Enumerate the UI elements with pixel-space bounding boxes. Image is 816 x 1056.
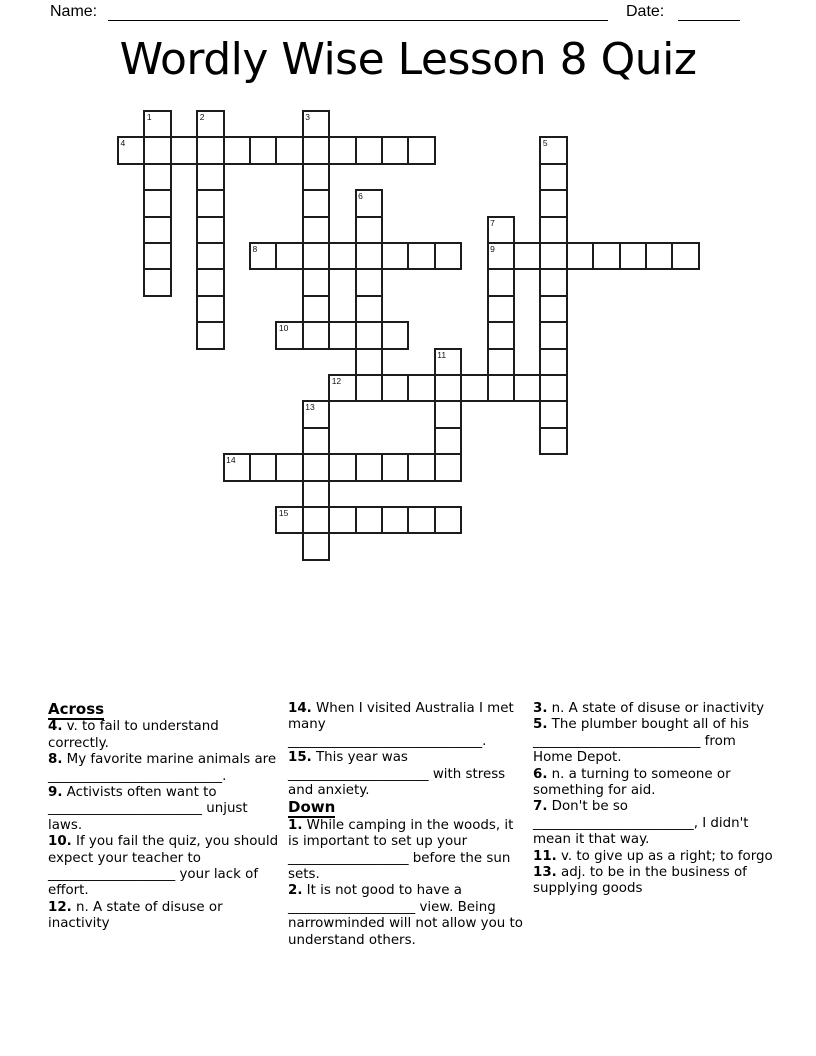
- grid-cell[interactable]: [302, 216, 330, 244]
- clue-header-text: Across: [48, 700, 105, 718]
- clue: [533, 865, 773, 898]
- clue-column: [48, 701, 280, 933]
- cell-number: 7: [490, 217, 495, 228]
- grid-cell[interactable]: [539, 321, 567, 349]
- grid-cell[interactable]: [487, 268, 515, 296]
- clue-text: n. a turning to someone or something for aid.: [533, 766, 731, 799]
- grid-cell[interactable]: [117, 136, 145, 164]
- grid-cell[interactable]: [196, 216, 224, 244]
- clue-text: v. to fail to understand correctly.: [48, 719, 219, 751]
- grid-cell[interactable]: [355, 295, 383, 323]
- grid-cell[interactable]: [539, 189, 567, 217]
- grid-cell[interactable]: [302, 268, 330, 296]
- clue: [48, 719, 280, 752]
- clue-number: 4.: [48, 719, 63, 735]
- clue-text: n. A state of disuse or inactivity: [547, 701, 765, 716]
- grid-cell[interactable]: [434, 348, 462, 376]
- grid-cell[interactable]: [143, 189, 171, 217]
- grid-cell[interactable]: [539, 136, 567, 164]
- clue-header-text: Down: [288, 798, 336, 817]
- grid-cell[interactable]: [434, 453, 462, 481]
- clue-number: 5.: [533, 717, 548, 733]
- cell-number: 15: [278, 508, 289, 518]
- grid-cell[interactable]: [328, 136, 356, 164]
- clue: [48, 900, 280, 933]
- grid-cell[interactable]: [275, 506, 303, 534]
- grid-cell[interactable]: [143, 242, 171, 270]
- grid-cell[interactable]: [407, 136, 435, 164]
- cell-number: 1: [146, 112, 152, 122]
- grid-cell[interactable]: [487, 242, 515, 270]
- grid-cell[interactable]: [566, 242, 594, 270]
- grid-cell[interactable]: [143, 110, 171, 138]
- clue-number: 2.: [288, 883, 303, 899]
- grid-cell[interactable]: [196, 295, 224, 323]
- grid-cell[interactable]: [487, 216, 515, 244]
- cell-number: 6: [358, 191, 363, 202]
- cell-number: 14: [226, 455, 236, 466]
- grid-cell[interactable]: [302, 400, 330, 428]
- clue-text: The plumber bought all of his _________________________ from Home Depot.: [533, 717, 749, 766]
- grid-cell[interactable]: [275, 453, 303, 481]
- cell-number: 12: [331, 376, 342, 386]
- grid-cell[interactable]: [249, 242, 277, 270]
- grid-cell[interactable]: [355, 189, 383, 217]
- clue-text: Don't be so ________________________, I didn't mean it that way.: [533, 799, 749, 848]
- grid-cell[interactable]: [460, 374, 488, 402]
- clue-text: This year was _____________________ with stress and anxiety.: [288, 750, 506, 799]
- grid-cell[interactable]: [355, 242, 383, 270]
- grid-cell[interactable]: [196, 189, 224, 217]
- grid-cell[interactable]: [302, 110, 330, 138]
- clue-number: 1.: [288, 817, 303, 833]
- grid-cell[interactable]: [196, 136, 224, 164]
- grid-cell[interactable]: [275, 321, 303, 349]
- grid-cell[interactable]: [355, 268, 383, 296]
- grid-cell[interactable]: [249, 136, 277, 164]
- clue-text: adj. to be in the business of supplying goods: [533, 865, 747, 897]
- cell-number: 3: [305, 112, 311, 122]
- grid-cell[interactable]: [302, 295, 330, 323]
- clue: [533, 767, 773, 800]
- clue: [288, 883, 524, 949]
- grid-cell[interactable]: [434, 374, 462, 402]
- date-label: Date:: [626, 3, 665, 20]
- clue-number: 11.: [533, 848, 557, 864]
- grid-cell[interactable]: [487, 374, 515, 402]
- clue-text: Activists often want to _______________________ unjust laws.: [48, 785, 248, 833]
- clue: [533, 849, 773, 865]
- cell-number: 2: [199, 112, 205, 122]
- date-blank-line[interactable]: [678, 4, 740, 21]
- grid-cell[interactable]: [487, 295, 515, 323]
- cell-number: 13: [305, 402, 315, 413]
- grid-cell[interactable]: [170, 136, 198, 164]
- clue-number: 14.: [288, 701, 312, 716]
- grid-cell[interactable]: [328, 242, 356, 270]
- clue: [288, 818, 524, 884]
- grid-cell[interactable]: [302, 453, 330, 481]
- grid-cell[interactable]: [381, 136, 409, 164]
- grid-cell[interactable]: [355, 348, 383, 376]
- clue-number: 12.: [48, 899, 72, 915]
- grid-cell[interactable]: [539, 216, 567, 244]
- grid-cell[interactable]: [407, 506, 435, 534]
- grid-cell[interactable]: [355, 321, 383, 349]
- grid-cell[interactable]: [302, 321, 330, 349]
- grid-cell[interactable]: [223, 453, 251, 481]
- grid-cell[interactable]: [381, 374, 409, 402]
- clue: [288, 750, 524, 799]
- grid-cell[interactable]: [539, 427, 567, 455]
- grid-cell[interactable]: [619, 242, 647, 270]
- clue-number: 13.: [533, 865, 557, 881]
- grid-cell[interactable]: [539, 374, 567, 402]
- clue-text: While camping in the woods, it is important to set up your __________________ before the sun sets.: [288, 817, 514, 883]
- grid-cell[interactable]: [355, 216, 383, 244]
- grid-cell[interactable]: [381, 321, 409, 349]
- grid-cell[interactable]: [302, 189, 330, 217]
- down-header: [288, 799, 524, 815]
- clue-column: [288, 701, 524, 949]
- grid-cell[interactable]: [196, 321, 224, 349]
- grid-cell[interactable]: [302, 163, 330, 191]
- grid-cell[interactable]: [434, 400, 462, 428]
- grid-cell[interactable]: [143, 136, 171, 164]
- grid-cell[interactable]: [407, 374, 435, 402]
- grid-cell[interactable]: [355, 374, 383, 402]
- grid-cell[interactable]: [539, 295, 567, 323]
- page-title: Wordly Wise Lesson 8 Quiz: [119, 34, 697, 85]
- grid-cell[interactable]: [328, 321, 356, 349]
- cell-number: 4: [120, 138, 126, 149]
- grid-cell[interactable]: [302, 532, 330, 560]
- grid-cell[interactable]: [539, 242, 567, 270]
- cell-number: 8: [252, 244, 258, 254]
- grid-cell[interactable]: [302, 480, 330, 508]
- grid-cell[interactable]: [407, 242, 435, 270]
- grid-cell[interactable]: [302, 506, 330, 534]
- grid-cell[interactable]: [328, 453, 356, 481]
- grid-cell[interactable]: [223, 136, 251, 164]
- grid-cell[interactable]: [407, 453, 435, 481]
- clue-number: 7.: [533, 799, 548, 815]
- grid-cell[interactable]: [487, 348, 515, 376]
- grid-cell[interactable]: [645, 242, 673, 270]
- clue-number: 6.: [533, 766, 548, 782]
- clue: [533, 717, 773, 766]
- clue: [533, 799, 773, 848]
- clue-text: When I visited Australia I met many _____________________________.: [288, 701, 514, 749]
- clue-number: 8.: [48, 752, 63, 768]
- grid-cell[interactable]: [539, 163, 567, 191]
- grid-cell[interactable]: [249, 453, 277, 481]
- clue-number: 15.: [288, 750, 312, 766]
- grid-cell[interactable]: [539, 268, 567, 296]
- clue-text: It is not good to have a ___________________ view. Being narrowminded will not allow you to understand others.: [288, 883, 523, 948]
- grid-cell[interactable]: [302, 427, 330, 455]
- across-header: [48, 701, 280, 717]
- clue: [48, 785, 280, 834]
- clue-number: 3.: [533, 701, 548, 716]
- grid-cell[interactable]: [302, 242, 330, 270]
- grid-cell[interactable]: [196, 268, 224, 296]
- grid-cell[interactable]: [143, 216, 171, 244]
- clue-column: [533, 701, 773, 898]
- grid-cell[interactable]: [381, 242, 409, 270]
- cell-number: 10: [278, 323, 289, 334]
- grid-cell[interactable]: [328, 506, 356, 534]
- grid-cell[interactable]: [539, 400, 567, 428]
- grid-cell[interactable]: [513, 374, 541, 402]
- grid-cell[interactable]: [513, 242, 541, 270]
- clue-number: 10.: [48, 834, 72, 850]
- grid-cell[interactable]: [275, 242, 303, 270]
- grid-cell[interactable]: [196, 242, 224, 270]
- grid-cell[interactable]: [539, 348, 567, 376]
- grid-cell[interactable]: [302, 136, 330, 164]
- grid-cell[interactable]: [434, 242, 462, 270]
- cell-number: 9: [490, 244, 495, 254]
- grid-cell[interactable]: [487, 321, 515, 349]
- grid-cell[interactable]: [434, 427, 462, 455]
- cell-number: 11: [437, 349, 447, 360]
- grid-cell[interactable]: [143, 268, 171, 296]
- grid-cell[interactable]: [671, 242, 699, 270]
- name-blank-line[interactable]: [108, 4, 608, 21]
- grid-cell[interactable]: [434, 506, 462, 534]
- clue-number: 9.: [48, 785, 63, 801]
- grid-cell[interactable]: [143, 163, 171, 191]
- grid-cell[interactable]: [275, 136, 303, 164]
- grid-cell[interactable]: [328, 374, 356, 402]
- clue-text: n. A state of disuse or inactivity: [48, 899, 223, 932]
- grid-cell[interactable]: [196, 110, 224, 138]
- cell-number: 5: [542, 138, 548, 149]
- grid-cell[interactable]: [355, 136, 383, 164]
- clue: [48, 834, 280, 900]
- grid-cell[interactable]: [381, 453, 409, 481]
- grid-cell[interactable]: [381, 506, 409, 534]
- name-label: Name:: [50, 3, 98, 20]
- clue-text: If you fail the quiz, you should expect your teacher to ___________________ your lack of effort.: [48, 834, 279, 899]
- grid-cell[interactable]: [355, 506, 383, 534]
- grid-cell[interactable]: [592, 242, 620, 270]
- clue: [533, 701, 773, 717]
- grid-cell[interactable]: [355, 453, 383, 481]
- clue: [48, 752, 280, 785]
- clue-text: v. to give up as a right; to forgo: [556, 848, 773, 864]
- grid-cell[interactable]: [196, 163, 224, 191]
- clue: [288, 701, 524, 750]
- clue-text: My favorite marine animals are __________________________.: [48, 752, 277, 784]
